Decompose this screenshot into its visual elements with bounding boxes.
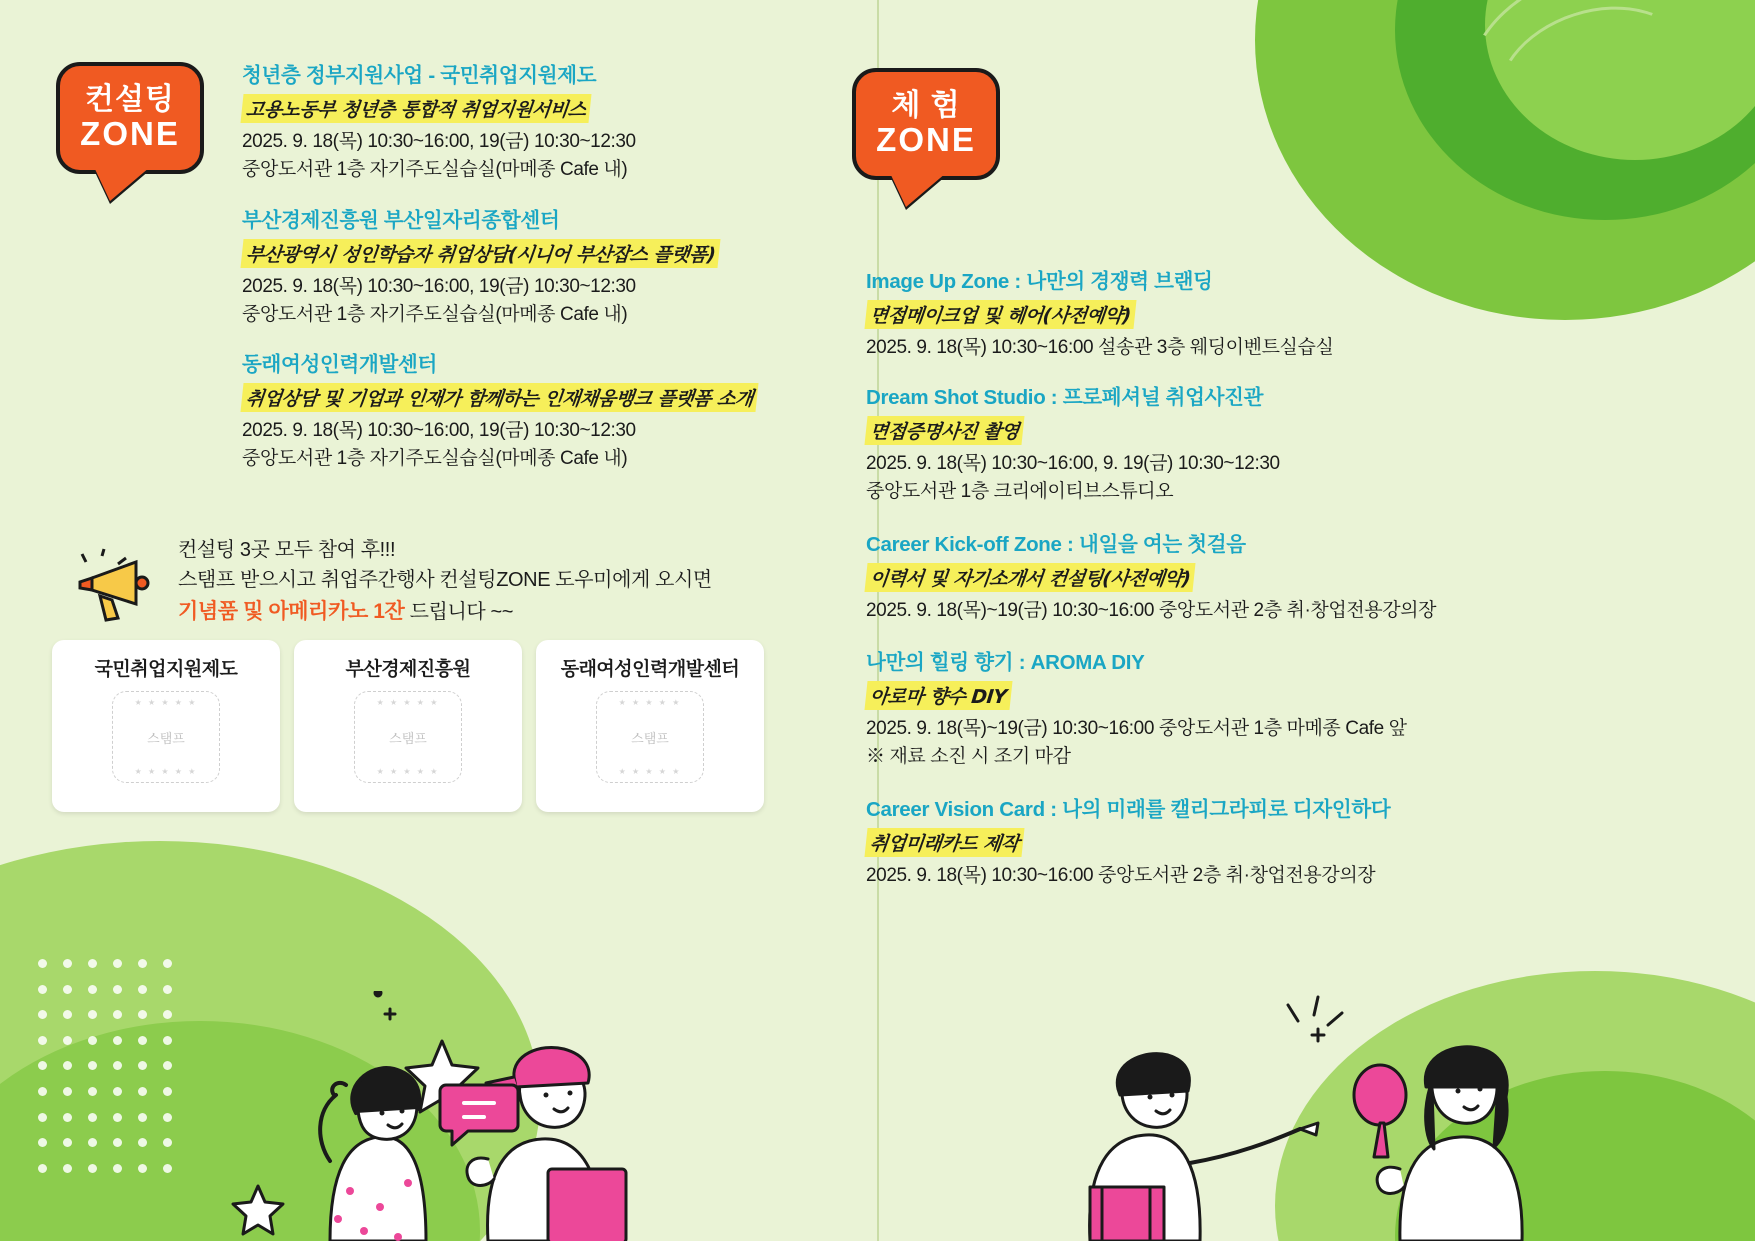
entry-highlight: 고용노동부 청년층 통합적 취업지원서비스	[240, 94, 591, 123]
students-illustration-left	[230, 991, 750, 1241]
stamp-placeholder	[354, 691, 462, 783]
entry-title: Dream Shot Studio : 프로페셔널 취업사진관	[866, 386, 1264, 409]
entry-location: 중앙도서관 1층 크리에이티브스튜디오	[866, 480, 1174, 502]
entry-highlight: 면접증명사진 촬영	[864, 416, 1024, 445]
stamp-card	[294, 640, 522, 812]
entry-schedule: 2025. 9. 18(목) 10:30~16:00 중앙도서관 2층 취·창업전용강의장	[866, 865, 1376, 886]
consulting-zone-badge-line1: 컨설팅	[85, 82, 175, 116]
stamp-card	[536, 640, 764, 812]
promo-line-3	[178, 595, 838, 625]
consulting-zone-badge-line2: ZONE	[80, 115, 180, 153]
experience-entry	[866, 792, 1586, 890]
stamp-placeholder-label: ★ ★ ★ ★ ★ 스탬프	[631, 730, 669, 746]
experience-entry	[866, 527, 1586, 625]
promo-line-1: 컨설팅 3곳 모두 참여 후!!!	[178, 539, 396, 561]
experience-entry	[866, 645, 1586, 770]
consulting-zone-badge	[56, 62, 204, 174]
entry-title: 부산경제진흥원 부산일자리종합센터	[242, 209, 560, 232]
experience-zone-badge-line2: ZONE	[876, 121, 976, 159]
entry-location: 중앙도서관 1층 자기주도실습실(마메종 Cafe 내)	[242, 447, 628, 469]
entry-highlight: 아로마 향수 DIY	[864, 681, 1012, 710]
stamp-card-caption: 국민취업지원제도	[94, 659, 238, 680]
stamp-card-caption: 부산경제진흥원	[345, 659, 471, 680]
stamp-placeholder-label: ★ ★ ★ ★ ★ 스탬프	[147, 730, 185, 746]
entry-highlight: 면접메이크업 및 헤어(사전예약)	[864, 300, 1136, 329]
entry-schedule: 2025. 9. 18(목) 10:30~16:00, 9. 19(금) 10:30~12:30	[866, 453, 1280, 474]
promo-line-2: 스탬프 받으시고 취업주간행사 컨설팅ZONE 도우미에게 오시면	[178, 569, 712, 591]
entry-note: ※ 재료 소진 시 조기 마감	[866, 745, 1071, 767]
entry-schedule: 2025. 9. 18(목) 10:30~16:00, 19(금) 10:30~12:30	[242, 131, 636, 152]
stamp-card-caption: 동래여성인력개발센터	[560, 659, 740, 680]
students-illustration-right	[1050, 991, 1570, 1241]
entry-title: Image Up Zone : 나만의 경쟁력 브랜딩	[866, 270, 1213, 293]
stamp-card	[52, 640, 280, 812]
experience-zone-badge	[852, 68, 1000, 180]
entry-title: Career Vision Card : 나의 미래를 캘리그라피로 디자인하다	[866, 798, 1391, 821]
entry-schedule: 2025. 9. 18(목) 10:30~16:00, 19(금) 10:30~12:30	[242, 420, 636, 441]
stamp-placeholder	[112, 691, 220, 783]
stamp-promo-text	[178, 535, 838, 625]
stamp-card-row	[52, 640, 764, 812]
consulting-entry	[242, 58, 862, 183]
entry-highlight: 이력서 및 자기소개서 컨설팅(사전예약)	[864, 563, 1195, 592]
entry-highlight: 취업미래카드 제작	[864, 828, 1024, 857]
consulting-entry	[242, 203, 862, 328]
stamp-placeholder	[596, 691, 704, 783]
entry-title: 동래여성인력개발센터	[242, 353, 438, 376]
entry-highlight: 부산광역시 성인학습자 취업상담(시니어 부산잡스 플랫폼)	[240, 239, 720, 268]
entry-title: 나만의 힐링 향기 : AROMA DIY	[866, 651, 1145, 674]
entry-location: 중앙도서관 1층 자기주도실습실(마메종 Cafe 내)	[242, 158, 628, 180]
entry-schedule: 2025. 9. 18(목)~19(금) 10:30~16:00 중앙도서관 1층 마메종 Cafe 앞	[866, 718, 1407, 739]
entry-title: 청년층 정부지원사업 - 국민취업지원제도	[242, 64, 597, 87]
stamp-placeholder-label: ★ ★ ★ ★ ★ 스탬프	[389, 730, 427, 746]
experience-entry	[866, 380, 1566, 505]
entry-schedule: 2025. 9. 18(목) 10:30~16:00, 19(금) 10:30~12:30	[242, 276, 636, 297]
entry-title: Career Kick-off Zone : 내일을 여는 첫걸음	[866, 533, 1246, 556]
consulting-zone-column	[0, 0, 877, 1241]
megaphone-icon	[72, 548, 172, 630]
entry-highlight: 취업상담 및 기업과 인재가 함께하는 인재채움뱅크 플랫폼 소개	[240, 383, 758, 412]
promo-gift-strong: 기념품 및 아메리카노 1잔	[178, 600, 405, 623]
consulting-entry	[242, 347, 862, 472]
entry-schedule: 2025. 9. 18(목)~19(금) 10:30~16:00 중앙도서관 2층 취·창업전용강의장	[866, 600, 1437, 621]
entry-schedule: 2025. 9. 18(목) 10:30~16:00 설송관 3층 웨딩이벤트실습실	[866, 337, 1334, 358]
experience-entry	[866, 264, 1566, 362]
promo-gift-rest: 드립니다 ~~	[404, 601, 514, 623]
entry-location: 중앙도서관 1층 자기주도실습실(마메종 Cafe 내)	[242, 303, 628, 325]
experience-zone-badge-line1: 체 험	[891, 88, 961, 122]
